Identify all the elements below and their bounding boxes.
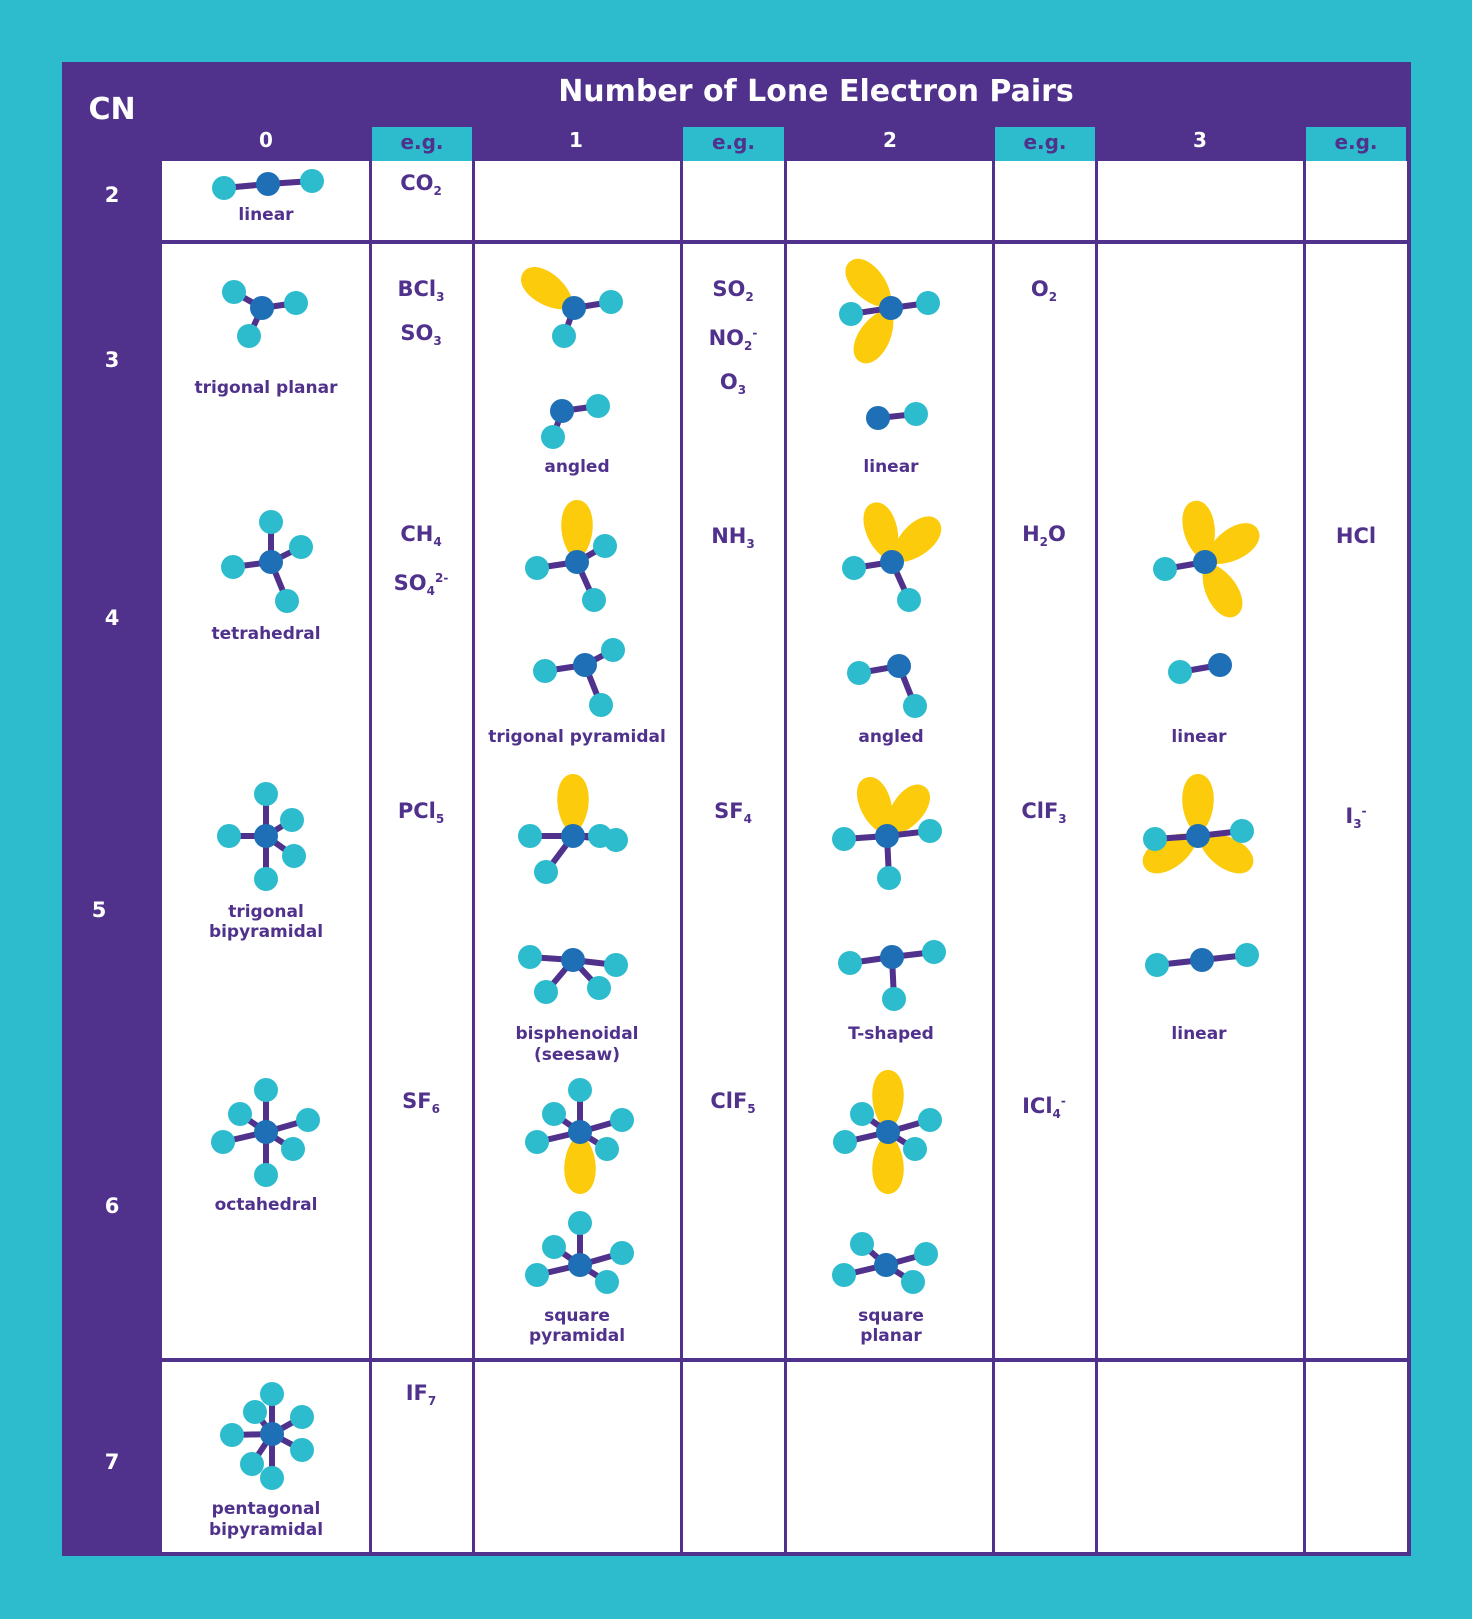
- ligand-atom: [254, 1078, 278, 1102]
- central-atom: [880, 550, 904, 574]
- example-formula: $NO_2^-$: [708, 326, 758, 354]
- ligand-atom: [220, 1423, 244, 1447]
- central-atom: [1190, 948, 1214, 972]
- ligand-atom: [289, 535, 313, 559]
- ligand-atom: [542, 1235, 566, 1259]
- ligand-atom: [832, 1263, 856, 1287]
- column-divider: [784, 1362, 787, 1552]
- ligand-atom: [541, 425, 565, 449]
- shape-label-cn4-0: tetrahedral: [211, 624, 321, 644]
- central-atom: [561, 948, 585, 972]
- central-atom: [256, 172, 280, 196]
- central-atom: [260, 1422, 284, 1446]
- central-atom: [1186, 824, 1210, 848]
- trigonal-planar-molecule-icon: [262, 308, 272, 318]
- column-divider: [1095, 1362, 1098, 1552]
- t-shaped-molecule-icon: [892, 957, 902, 967]
- central-atom: [568, 1120, 592, 1144]
- ligand-atom: [254, 1163, 278, 1187]
- central-atom: [561, 824, 585, 848]
- ligand-atom: [525, 556, 549, 580]
- central-atom: [254, 1120, 278, 1144]
- row-label-5: 5: [91, 898, 107, 922]
- example-formulas-cn6-0: [369, 1083, 473, 1127]
- ligand-atom: [903, 1137, 927, 1161]
- central-atom: [880, 945, 904, 969]
- ligand-atom: [601, 638, 625, 662]
- eg-header-0: e.g.: [372, 127, 472, 161]
- ligand-atom: [833, 1130, 857, 1154]
- ligand-atom: [610, 1108, 634, 1132]
- ligand-atom: [221, 555, 245, 579]
- ligand-atom: [211, 1130, 235, 1154]
- example-formulas-cn4-3: [1304, 518, 1408, 554]
- row-label-2: 2: [104, 183, 120, 207]
- col-header-2: 2: [883, 128, 897, 152]
- example-formula: $SO_3$: [400, 321, 442, 349]
- central-atom: [874, 1253, 898, 1277]
- ligand-atom: [284, 291, 308, 315]
- ligand-atom: [222, 280, 246, 304]
- example-formula: HCl: [1335, 524, 1377, 548]
- central-atom: [875, 824, 899, 848]
- row-label-7: 7: [104, 1450, 120, 1474]
- shape-label-cn3-0: trigonal planar: [194, 378, 338, 398]
- column-divider: [680, 161, 683, 240]
- example-formula: PCl$_5$: [397, 799, 445, 827]
- example-formulas-cn5-2: [992, 793, 1096, 837]
- table-title: Number of Lone Electron Pairs: [558, 74, 1074, 109]
- central-atom: [550, 399, 574, 423]
- ligand-atom: [275, 589, 299, 613]
- shape-label-cn6-1-b: pyramidal: [528, 1326, 626, 1346]
- central-atom: [562, 296, 586, 320]
- shape-label-cn6-1-a: square: [544, 1306, 610, 1326]
- ligand-atom: [280, 808, 304, 832]
- central-atom: [254, 824, 278, 848]
- example-formulas-cn7-0: [369, 1375, 473, 1419]
- central-atom: [568, 1253, 592, 1277]
- linear-cn4-lp3-molecule-icon: [1205, 562, 1215, 572]
- ligand-atom: [552, 324, 576, 348]
- ligand-atom: [1145, 953, 1169, 977]
- example-formula: BCl$_3$: [397, 277, 445, 305]
- ligand-atom: [217, 824, 241, 848]
- angled-cn3-molecule-icon: [562, 411, 572, 421]
- ligand-atom: [839, 302, 863, 326]
- tetrahedral-molecule-icon: [271, 562, 281, 572]
- shape-label-cn6-0: octahedral: [214, 1195, 318, 1215]
- eg-header-2: e.g.: [995, 127, 1095, 161]
- shape-label-cn2-0: linear: [238, 205, 294, 225]
- column-divider: [992, 161, 995, 240]
- linear-cn3-lp2-molecule-icon: [891, 308, 901, 318]
- column-divider: [784, 161, 787, 240]
- example-formula: $O_3$: [719, 370, 747, 398]
- example-formulas-cn4-0: [369, 516, 473, 609]
- square-planar-molecule-icon: [886, 1265, 896, 1275]
- example-formula: $IF_7$: [405, 1381, 437, 1409]
- ligand-atom: [240, 1452, 264, 1476]
- example-formulas-cn6-2: [992, 1083, 1096, 1132]
- trigonal-bipyramidal-molecule-icon: [266, 836, 276, 846]
- example-formula: ICl$_4$-: [1022, 1094, 1066, 1122]
- ligand-atom: [877, 866, 901, 890]
- ligand-atom: [259, 510, 283, 534]
- ligand-atom: [1153, 557, 1177, 581]
- ligand-atom: [243, 1400, 267, 1424]
- example-formula: ClF$_5$: [710, 1089, 756, 1117]
- column-divider: [1303, 1362, 1306, 1552]
- ligand-atom: [525, 1130, 549, 1154]
- ligand-atom: [916, 291, 940, 315]
- ligand-atom: [587, 976, 611, 1000]
- example-formula: $CH_4$: [400, 522, 442, 550]
- central-atom: [259, 550, 283, 574]
- example-formula: $NH_3$: [711, 524, 755, 552]
- cn-header: CN: [88, 92, 136, 127]
- ligand-atom: [254, 782, 278, 806]
- shape-label-cn4-1: trigonal pyramidal: [488, 727, 666, 747]
- ligand-atom: [586, 394, 610, 418]
- shape-label-cn5-1-b: (seesaw): [533, 1045, 620, 1065]
- shape-label-cn7-0-b: bipyramidal: [208, 1520, 324, 1540]
- ligand-atom: [282, 844, 306, 868]
- ligand-atom: [296, 1108, 320, 1132]
- octahedral-molecule-icon: [266, 1132, 276, 1142]
- central-atom: [250, 296, 274, 320]
- t-shaped-lp2-molecule-icon: [887, 836, 897, 846]
- central-atom: [1193, 550, 1217, 574]
- ligand-atom: [568, 1211, 592, 1235]
- row-label-3: 3: [104, 348, 120, 372]
- trigonal-pyramidal-lp1-molecule-icon: [577, 562, 587, 572]
- ligand-atom: [212, 176, 236, 200]
- ligand-atom: [604, 953, 628, 977]
- ligand-atom: [914, 1242, 938, 1266]
- linear-cn4-molecule-icon: [1220, 665, 1230, 675]
- example-formula: $SF_4$: [714, 799, 752, 827]
- pentagonal-bipyramidal-molecule-icon: [272, 1434, 282, 1444]
- ligand-atom: [589, 693, 613, 717]
- example-formula: $SO_4^{2-}$: [393, 571, 449, 599]
- angled-cn3-lp1-molecule-icon: [574, 308, 584, 318]
- linear-cn2-molecule-icon: [268, 184, 278, 194]
- ligand-atom: [1143, 827, 1167, 851]
- shape-label-cn5-2: T-shaped: [848, 1024, 934, 1044]
- eg-header-1: e.g.: [683, 127, 784, 161]
- ligand-atom: [901, 1270, 925, 1294]
- example-formulas-cn3-1: [681, 271, 785, 409]
- ligand-atom: [850, 1102, 874, 1126]
- linear-cn3-molecule-icon: [878, 418, 888, 428]
- square-pyramidal-molecule-icon: [580, 1265, 590, 1275]
- ligand-atom: [568, 1078, 592, 1102]
- row-label-4: 4: [104, 606, 120, 630]
- ligand-atom: [610, 1241, 634, 1265]
- ligand-atom: [290, 1405, 314, 1429]
- central-atom: [879, 296, 903, 320]
- shape-label-cn5-0-a: trigonal: [228, 902, 304, 922]
- ligand-atom: [882, 987, 906, 1011]
- example-formulas-cn5-0: [369, 793, 473, 837]
- ligand-atom: [918, 819, 942, 843]
- example-formulas-cn6-1: [681, 1083, 785, 1127]
- ligand-atom: [838, 951, 862, 975]
- ligand-atom: [534, 860, 558, 884]
- example-formula: $SF_6$: [402, 1089, 440, 1117]
- ligand-atom: [533, 659, 557, 683]
- example-formulas-cn4-2: [992, 516, 1096, 560]
- central-atom: [565, 550, 589, 574]
- ligand-atom: [237, 324, 261, 348]
- central-atom: [1208, 653, 1232, 677]
- angled-cn4-molecule-icon: [899, 666, 909, 676]
- ligand-atom: [595, 1137, 619, 1161]
- shape-label-cn6-2-b: planar: [860, 1326, 922, 1346]
- column-divider: [1095, 161, 1098, 240]
- example-formulas-cn3-2: [992, 271, 1096, 315]
- col-header-0: 0: [259, 128, 273, 152]
- example-formula: $O_2$: [1030, 277, 1058, 305]
- shape-label-cn7-0-a: pentagonal: [211, 1499, 321, 1519]
- ligand-atom: [290, 1438, 314, 1462]
- ligand-atom: [918, 1108, 942, 1132]
- ligand-atom: [518, 945, 542, 969]
- example-formulas-cn5-1: [681, 793, 785, 837]
- ligand-atom: [228, 1102, 252, 1126]
- example-formulas-cn5-3: [1304, 793, 1408, 842]
- ligand-atom: [593, 534, 617, 558]
- example-formulas-cn2-0: [369, 165, 473, 209]
- example-formula: $H_2O$: [1022, 522, 1066, 550]
- example-formula: $I_3^-$: [1345, 804, 1367, 832]
- col-header-3: 3: [1193, 128, 1207, 152]
- ligand-atom: [922, 940, 946, 964]
- example-formula: $CO_2$: [400, 171, 442, 199]
- ligand-atom: [1230, 819, 1254, 843]
- example-formula: ClF$_3$: [1021, 799, 1067, 827]
- eg-header-3: e.g.: [1306, 127, 1406, 161]
- square-pyramidal-lp1-molecule-icon: [580, 1132, 590, 1142]
- central-atom: [573, 653, 597, 677]
- shape-label-cn5-0-b: bipyramidal: [208, 922, 324, 942]
- seesaw-molecule-icon: [573, 960, 583, 970]
- ligand-atom: [850, 1232, 874, 1256]
- central-atom: [866, 406, 890, 430]
- example-formulas-cn3-0: [369, 271, 473, 359]
- ligand-atom: [588, 824, 612, 848]
- ligand-atom: [518, 824, 542, 848]
- ligand-atom: [300, 169, 324, 193]
- example-formulas-cn4-1: [681, 518, 785, 562]
- shape-label-cn5-3: linear: [1171, 1024, 1227, 1044]
- shape-label-cn6-2-a: square: [858, 1306, 924, 1326]
- ligand-atom: [534, 980, 558, 1004]
- angled-cn4-lp2-molecule-icon: [892, 562, 902, 572]
- column-divider: [1303, 161, 1306, 240]
- shape-label-cn5-1-a: bisphenoidal: [515, 1024, 639, 1044]
- shape-label-cn4-2: angled: [858, 727, 924, 747]
- shape-label-cn3-1: angled: [544, 457, 610, 477]
- linear-cn5-molecule-icon: [1202, 960, 1212, 970]
- shape-label-cn3-2: linear: [863, 457, 919, 477]
- ligand-atom: [904, 402, 928, 426]
- ligand-atom: [260, 1382, 284, 1406]
- ligand-atom: [847, 661, 871, 685]
- ligand-atom: [599, 290, 623, 314]
- example-formula: $SO_2$: [712, 277, 754, 305]
- seesaw-lp1-molecule-icon: [573, 836, 583, 846]
- ligand-atom: [842, 556, 866, 580]
- ligand-atom: [595, 1270, 619, 1294]
- ligand-atom: [260, 1466, 284, 1490]
- ligand-atom: [903, 694, 927, 718]
- column-divider: [992, 1362, 995, 1552]
- ligand-atom: [542, 1102, 566, 1126]
- row-label-6: 6: [104, 1194, 120, 1218]
- trigonal-pyramidal-molecule-icon: [585, 665, 595, 675]
- square-planar-lp2-molecule-icon: [888, 1132, 898, 1142]
- ligand-atom: [281, 1137, 305, 1161]
- ligand-atom: [525, 1263, 549, 1287]
- ligand-atom: [254, 867, 278, 891]
- column-divider: [680, 1362, 683, 1552]
- ligand-atom: [582, 588, 606, 612]
- ligand-atom: [1168, 660, 1192, 684]
- central-atom: [887, 654, 911, 678]
- shape-label-cn4-3: linear: [1171, 727, 1227, 747]
- central-atom: [876, 1120, 900, 1144]
- ligand-atom: [832, 827, 856, 851]
- ligand-atom: [1235, 943, 1259, 967]
- ligand-atom: [897, 588, 921, 612]
- linear-cn5-lp3-molecule-icon: [1198, 836, 1208, 846]
- col-header-1: 1: [569, 128, 583, 152]
